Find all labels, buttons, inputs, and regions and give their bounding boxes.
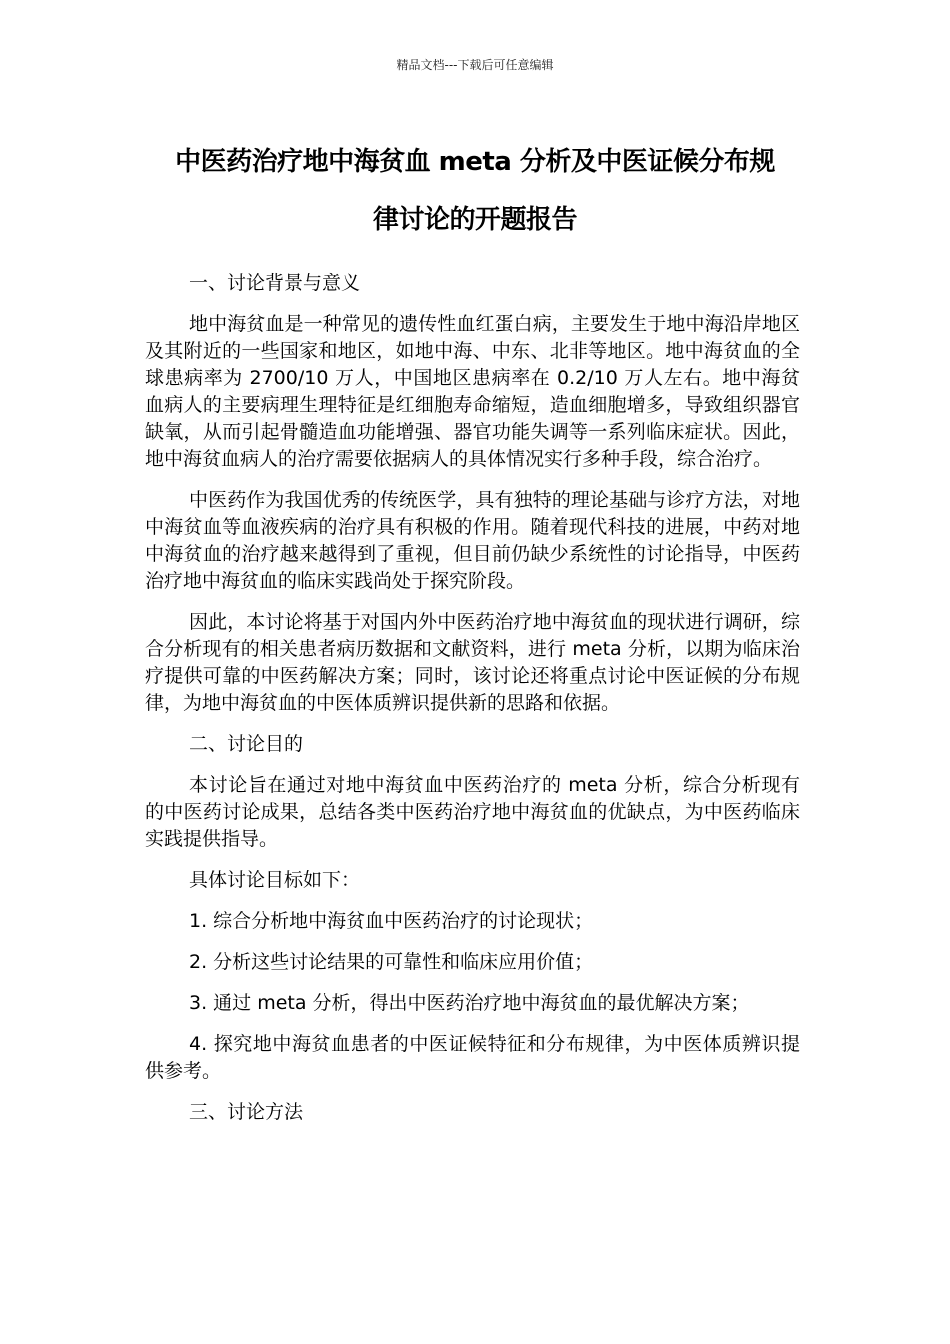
title-line-2: 律讨论的开题报告	[372, 205, 577, 235]
paragraph-background-3: 因此，本讨论将基于对国内外中医药治疗地中海贫血的现状进行调研，综合分析现有的相关患者病历数据和文献资料，进行 meta 分析，以期为临床治疗提供可靠的中医药解决方案；同时，该讨论还将重点讨论中医证候的分布规律，为地中海贫血的中医体质辨识提供新的思路和依据。	[145, 611, 800, 714]
list-item-goal-2: 2. 分析这些讨论结果的可靠性和临床应用价值；	[189, 951, 594, 973]
list-item-goal-3: 3. 通过 meta 分析，得出中医药治疗地中海贫血的最优解决方案；	[189, 992, 750, 1014]
section-heading-methods: 三、讨论方法	[189, 1101, 304, 1123]
paragraph-purpose-2: 具体讨论目标如下：	[189, 869, 361, 891]
section-heading-purpose: 二、讨论目的	[189, 733, 304, 755]
list-item-goal-1: 1. 综合分析地中海贫血中医药治疗的讨论现状；	[189, 910, 594, 932]
paragraph-background-2: 中医药作为我国优秀的传统医学，具有独特的理论基础与诊疗方法，对地中海贫血等血液疾病的治疗具有积极的作用。随着现代科技的进展，中药对地中海贫血的治疗越来越得到了重视，但目前仍缺少系统性的讨论指导，中医药治疗地中海贫血的临床实践尚处于探究阶段。	[145, 489, 800, 592]
section-heading-background: 一、讨论背景与意义	[189, 272, 361, 294]
page-header: 精品文档---下载后可任意编辑	[396, 58, 554, 72]
document-body	[145, 270, 800, 1140]
title-line-1: 中医药治疗地中海贫血 meta 分析及中医证候分布规	[175, 147, 775, 177]
list-item-goal-4: 4. 探究地中海贫血患者的中医证候特征和分布规律，为中医体质辨识提供参考。	[145, 1033, 800, 1082]
paragraph-background-1: 地中海贫血是一种常见的遗传性血红蛋白病，主要发生于地中海沿岸地区及其附近的一些国家和地区，如地中海、中东、北非等地区。地中海贫血的全球患病率为 2700/10 万人，中国地区患病率在 0.2/10 万人左右。地中海贫血病人的主要病理生理特征是红细胞寿命缩短，造血细胞增多，导致组织器官缺氧，从而引起骨髓造血功能增强、器官功能失调等一系列临床症状。因此，地中海贫血病人的治疗需要依据病人的具体情况实行多种手段，综合治疗。	[145, 313, 800, 470]
paragraph-purpose-1: 本讨论旨在通过对地中海贫血中医药治疗的 meta 分析，综合分析现有的中医药讨论成果，总结各类中医药治疗地中海贫血的优缺点，为中医药临床实践提供指导。	[145, 774, 800, 850]
document-title	[140, 133, 810, 249]
